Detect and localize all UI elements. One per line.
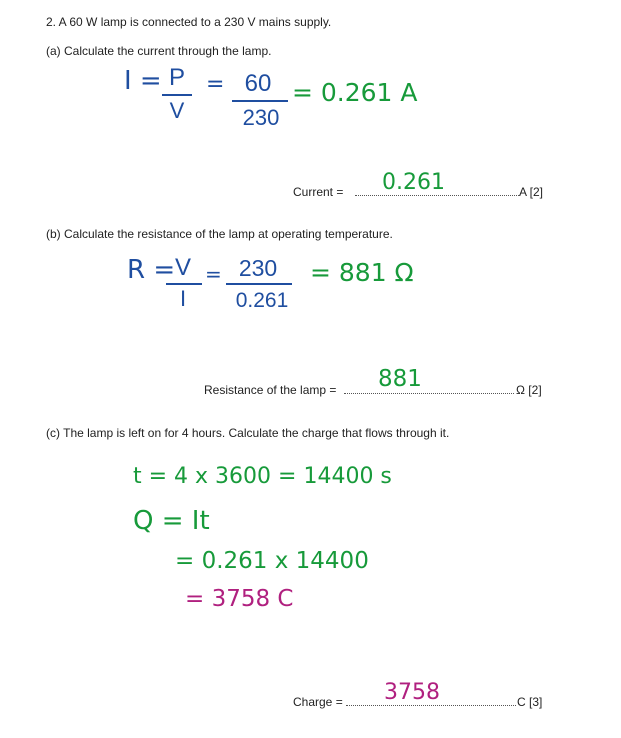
- work-c-line4: = 3758 C: [185, 586, 294, 612]
- work-a-den-V: V: [169, 98, 185, 123]
- work-b-result: = 881 Ω: [310, 258, 414, 287]
- work-a-num-P: P: [168, 64, 185, 91]
- work-b-num-230: 230: [238, 255, 278, 281]
- question-heading: 2. A 60 W lamp is connected to a 230 V mains supply.: [46, 15, 332, 29]
- work-c-line2: Q = It: [133, 506, 210, 536]
- charge-label: Charge =: [293, 695, 343, 709]
- work-a-num-60: 60: [244, 70, 272, 97]
- resistance-answer: 881: [378, 366, 422, 392]
- work-b-den-I: I: [179, 286, 187, 311]
- current-answer: 0.261: [382, 170, 445, 195]
- part-a-prompt: (a) Calculate the current through the lamp.: [46, 44, 272, 58]
- work-b-eq: =: [205, 262, 222, 286]
- work-b-R: R =: [127, 255, 176, 285]
- resistance-unit-marks: Ω [2]: [516, 383, 542, 397]
- part-b-prompt: (b) Calculate the resistance of the lamp at operating temperature.: [46, 227, 393, 241]
- work-a-eq: =: [206, 72, 225, 97]
- work-c-line3: = 0.261 x 14400: [175, 548, 369, 574]
- current-label: Current =: [293, 185, 344, 199]
- work-a-den-230: 230: [242, 105, 280, 130]
- part-c-prompt: (c) The lamp is left on for 4 hours. Calculate the charge that flows through it.: [46, 426, 450, 440]
- work-a-I: I =: [124, 66, 162, 96]
- work-a-result: = 0.261 A: [292, 78, 418, 107]
- resistance-label: Resistance of the lamp =: [204, 383, 337, 397]
- charge-answer: 3758: [384, 680, 440, 705]
- work-b-den-0261: 0.261: [235, 289, 289, 312]
- work-b-num-V: V: [174, 254, 191, 281]
- work-c-line1: t = 4 x 3600 = 14400 s: [133, 464, 392, 489]
- current-unit-marks: A [2]: [519, 185, 544, 199]
- charge-unit-marks: C [3]: [517, 695, 543, 709]
